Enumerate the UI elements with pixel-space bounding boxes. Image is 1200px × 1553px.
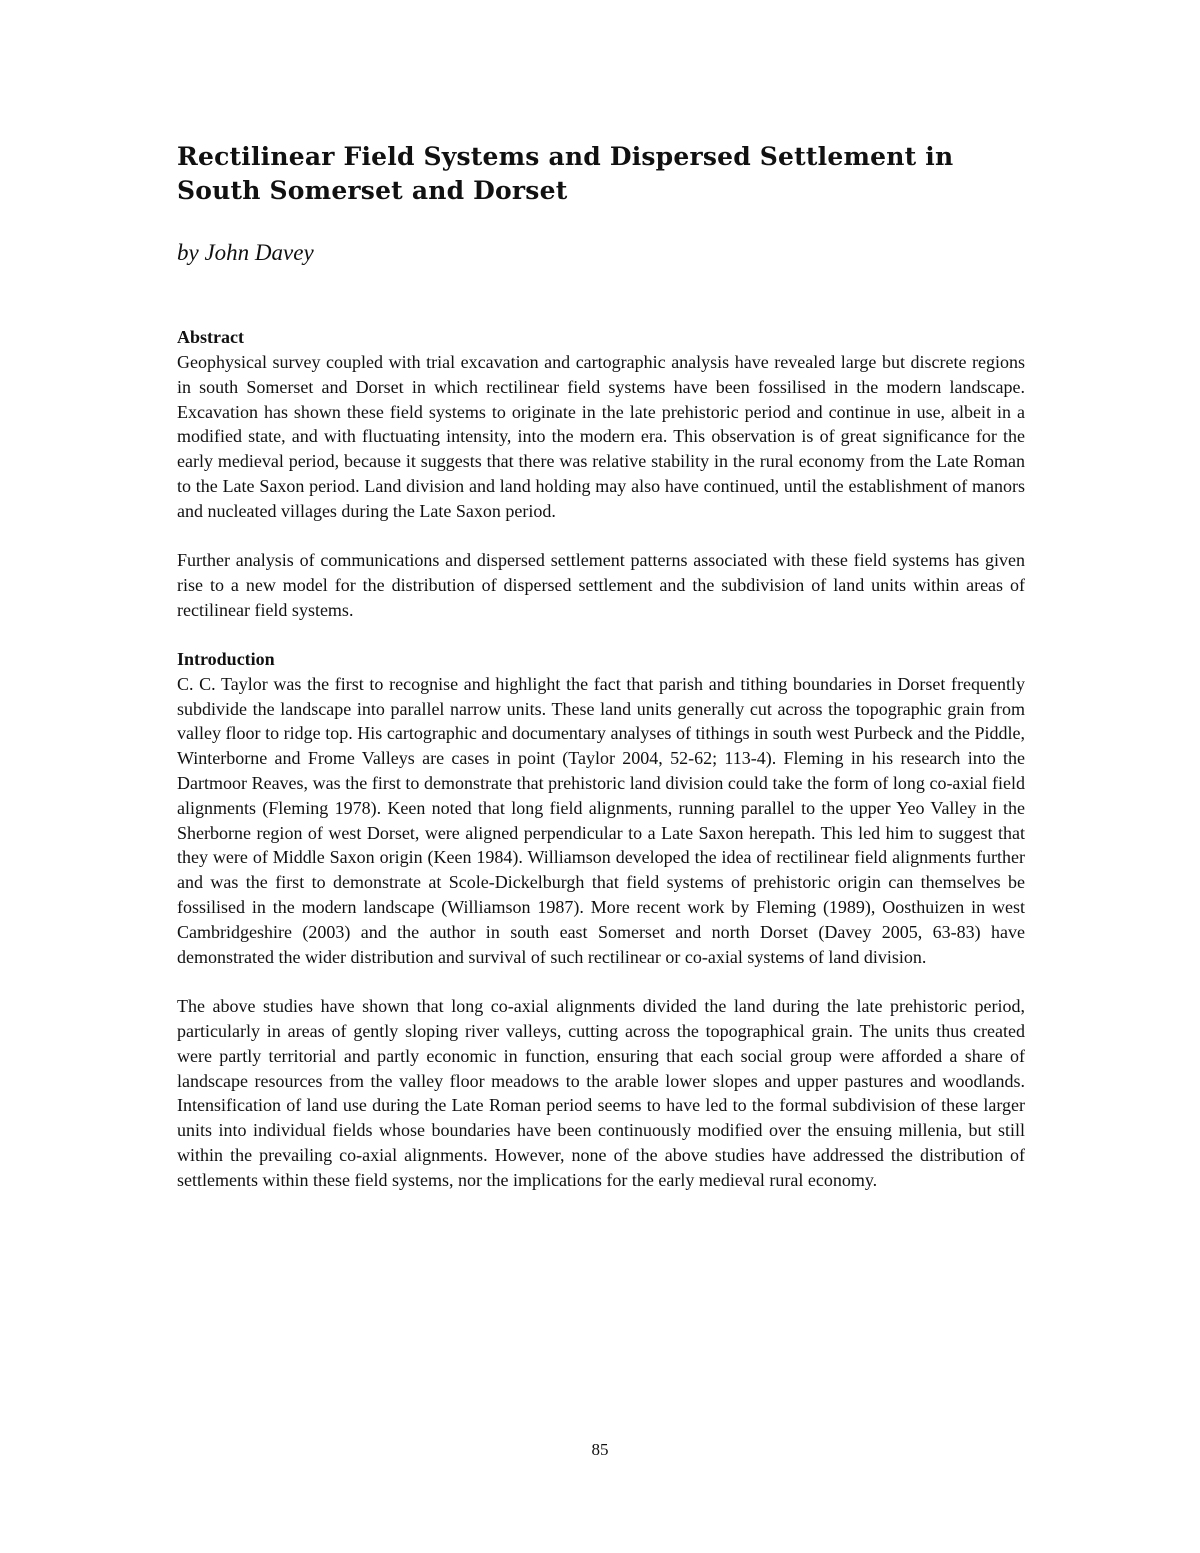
abstract-paragraph: Further analysis of communications and dispersed settlement patterns associated with these field systems has given rise to a new model for the distribution of dispersed settlement and the subdivision of land units within areas of rectilinear field systems. (177, 550, 1025, 620)
article-page (177, 140, 1025, 1193)
introduction-heading: Introduction (177, 648, 275, 669)
introduction-paragraph: C. C. Taylor was the first to recognise and highlight the fact that parish and tithing boundaries in Dorset frequently subdivide the landscape into parallel narrow units. These land units generally cut across the topographic grain from valley floor to ridge top. His cartographic and documentary analyses of tithings in south west Purbeck and the Piddle, Winterborne and Frome Valleys are cases in point (Taylor 2004, 52-62; 113-4). Fleming in his research into the Dartmoor Reaves, was the first to demonstrate that prehistoric land division could take the form of long co-axial field alignments (Fleming 1978). Keen noted that long field alignments, running parallel to the upper Yeo Valley in the Sherborne region of west Dorset, were aligned perpendicular to a Late Saxon herepath. This led him to suggest that they were of Middle Saxon origin (Keen 1984). Williamson developed the idea of rectilinear field alignments further and was the first to demonstrate at Scole-Dickelburgh that field systems of prehistoric origin can themselves be fossilised in the modern landscape (Williamson 1987). More recent work by Fleming (1989), Oosthuizen in west Cambridgeshire (2003) and the author in south east Somerset and north Dorset (Davey 2005, 63-83) have demonstrated the wider distribution and survival of such rectilinear or co-axial systems of land division. (177, 673, 1025, 967)
introduction-paragraph: The above studies have shown that long co-axial alignments divided the land during the late prehistoric period, particularly in areas of gently sloping river valleys, cutting across the topographical grain. The units thus created were partly territorial and partly economic in function, ensuring that each social group were afforded a share of landscape resources from the valley floor meadows to the arable lower slopes and upper pastures and woodlands. Intensification of land use during the Late Roman period seems to have led to the formal subdivision of these larger units into individual fields whose boundaries have been continuously modified over the ensuing millenia, but still within the prevailing co-axial alignments. However, none of the above studies have addressed the distribution of settlements within these field systems, nor the implications for the early medieval rural economy. (177, 996, 1025, 1190)
abstract-heading: Abstract (177, 327, 244, 347)
abstract-paragraph: Geophysical survey coupled with trial excavation and cartographic analysis have revealed large but discrete regions in south Somerset and Dorset in which rectilinear field systems have been fossilised in the modern landscape. Excavation has shown these field systems to originate in the late prehistoric period and continue in use, albeit in a modified state, and with fluctuating intensity, into the modern era. This observation is of great significance for the early medieval period, because it suggests that there was relative stability in the rural economy from the Late Roman to the Late Saxon period. Land division and land holding may also have continued, until the establishment of manors and nucleated villages during the Late Saxon period. (177, 352, 1025, 521)
article-byline: by John Davey (177, 240, 314, 265)
page-number: 85 (591, 1440, 609, 1459)
article-title: Rectilinear Field Systems and Dispersed Settlement in South Somerset and Dorset (177, 142, 954, 205)
